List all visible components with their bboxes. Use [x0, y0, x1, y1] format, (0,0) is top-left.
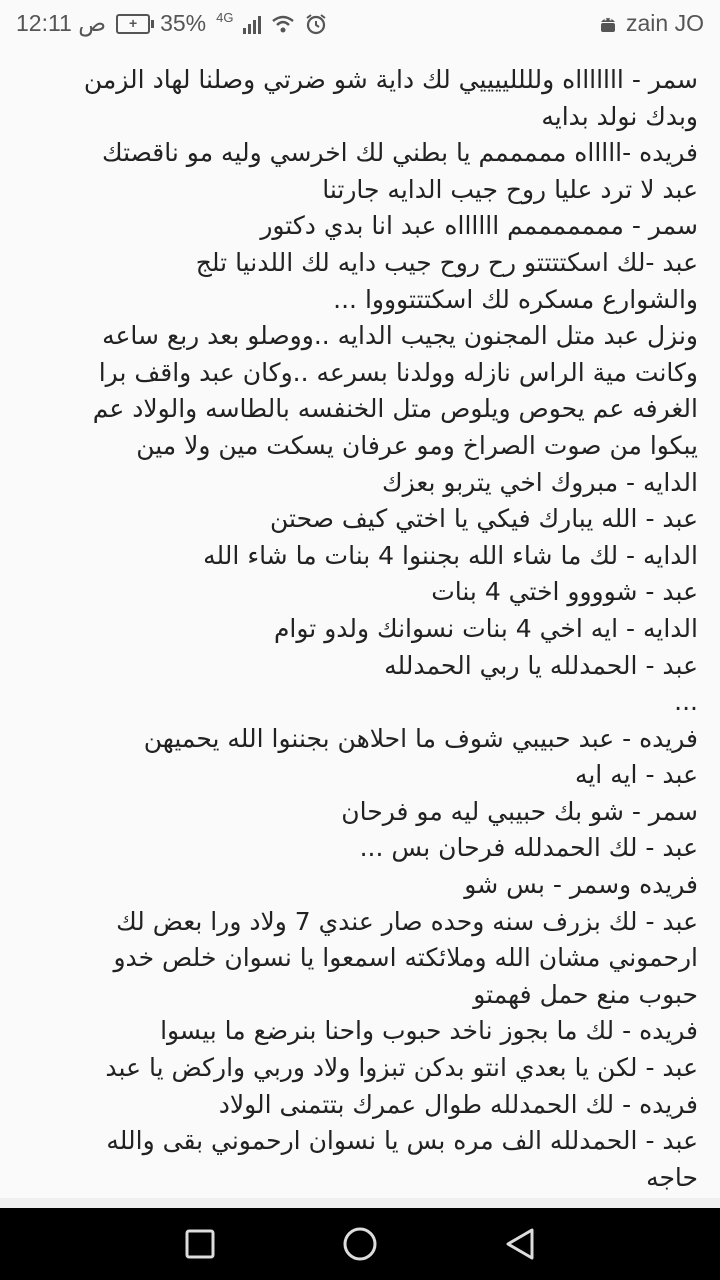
text-line: ارحموني مشان الله وملائكته اسمعوا يا نسوان خلص خدو	[113, 943, 698, 973]
clock: 12:11 ص	[16, 10, 107, 36]
text-line: عبد لا ترد عليا روح جيب الدايه جارتنا	[322, 174, 698, 204]
wifi-icon	[271, 14, 295, 34]
signal-icon	[243, 14, 261, 34]
text-line: عبد - ايه ايه	[574, 760, 698, 790]
text-lines	[22, 62, 698, 1196]
text-line: عبد - الحمدلله يا ربي الحمدلله	[384, 650, 698, 680]
text-line: ...	[674, 687, 698, 717]
status-right	[598, 10, 704, 37]
square-icon	[185, 1229, 215, 1259]
text-line-clipped	[22, 52, 698, 62]
article-body	[0, 48, 720, 1198]
carrier-name: zain JO	[626, 10, 704, 36]
text-line: الغرفه عم يحوص ويلوص متل الخنفسه بالطاسه والولاد عم	[92, 394, 698, 424]
text-line: فريده -اااااه مممممم يا بطني لك اخرسي وليه مو ناقصتك	[102, 138, 698, 168]
home-button[interactable]	[340, 1224, 380, 1264]
battery-icon: +	[116, 14, 150, 34]
text-line: عبد - لك بزرف سنه وحده صار عندي 7 ولاد ورا بعض لك	[116, 906, 698, 936]
text-line: والشوارع مسكره لك اسكتتتوووا ...	[333, 284, 698, 314]
android-icon	[598, 13, 618, 35]
text-line: عبد - لكن يا بعدي انتو بدكن تبزوا ولاد وربي واركض يا عبد	[105, 1053, 698, 1083]
text-line: عبد - الحمدلله الف مره بس يا نسوان ارحموني بقى والله	[106, 1126, 698, 1156]
text-line: فريده وسمر - بس شو	[464, 870, 698, 900]
text-line: ونزل عبد متل المجنون يجيب الدايه ..ووصلو بعد ربع ساعه	[102, 321, 698, 351]
text-line: الدايه - لك ما شاء الله بجننوا 4 بنات ما شاء الله	[203, 540, 698, 570]
bottom-divider	[0, 1198, 720, 1208]
text-line: عبد - الله يبارك فيكي يا اختي كيف صحتن	[270, 504, 698, 534]
circle-icon	[342, 1226, 378, 1262]
text-line: فريده - عبد حبيبي شوف ما احلاهن بجننوا الله يحميهن	[143, 723, 698, 753]
status-bar	[0, 0, 720, 48]
back-button[interactable]	[500, 1224, 540, 1264]
text-line: وكانت مية الراس نازله وولدنا بسرعه ..وكان عبد واقف برا	[98, 357, 698, 387]
text-line: وبدك نولد بدايه	[541, 101, 698, 131]
navigation-bar	[0, 1208, 720, 1280]
text-line: الدايه - ايه اخي 4 بنات نسوانك ولدو توام	[273, 613, 698, 643]
text-line: عبد - لك الحمدلله فرحان بس ...	[359, 833, 698, 863]
network-type: 4G	[216, 10, 234, 25]
battery-level: 35%	[160, 10, 207, 36]
text-line: حاجه	[646, 1162, 698, 1192]
text-line: فريده - لك الحمدلله طوال عمرك بتتمنى الولاد	[218, 1089, 698, 1119]
text-line: فريده - لك ما بجوز ناخد حبوب واحنا بنرضع ما بيسوا	[160, 1016, 698, 1046]
text-line: يبكوا من صوت الصراخ ومو عرفان يسكت مين ولا مين	[136, 430, 698, 460]
text-line: الدايه - مبروك اخي يتربو بعزك	[382, 467, 698, 497]
text-line: سمر - اااااااه وللللييييي لك داية شو ضرتي وصلنا لهاد الزمن	[83, 65, 698, 94]
text-line: حبوب منع حمل فهمتو	[473, 979, 698, 1009]
text-line: عبد - شوووو اختي 4 بنات	[431, 577, 698, 607]
text-line: سمر - شو بك حبيبي ليه مو فرحان	[341, 796, 698, 826]
text-line: سمر - مممممممم ااااااه عبد انا بدي دكتور	[260, 211, 698, 241]
text-line: عبد -لك اسكتتتتو رح روح جيب دايه لك اللدنيا تلج	[195, 247, 698, 277]
status-left	[16, 10, 327, 37]
recents-button[interactable]	[180, 1224, 220, 1264]
alarm-icon	[305, 13, 327, 35]
back-triangle-icon	[504, 1227, 536, 1261]
